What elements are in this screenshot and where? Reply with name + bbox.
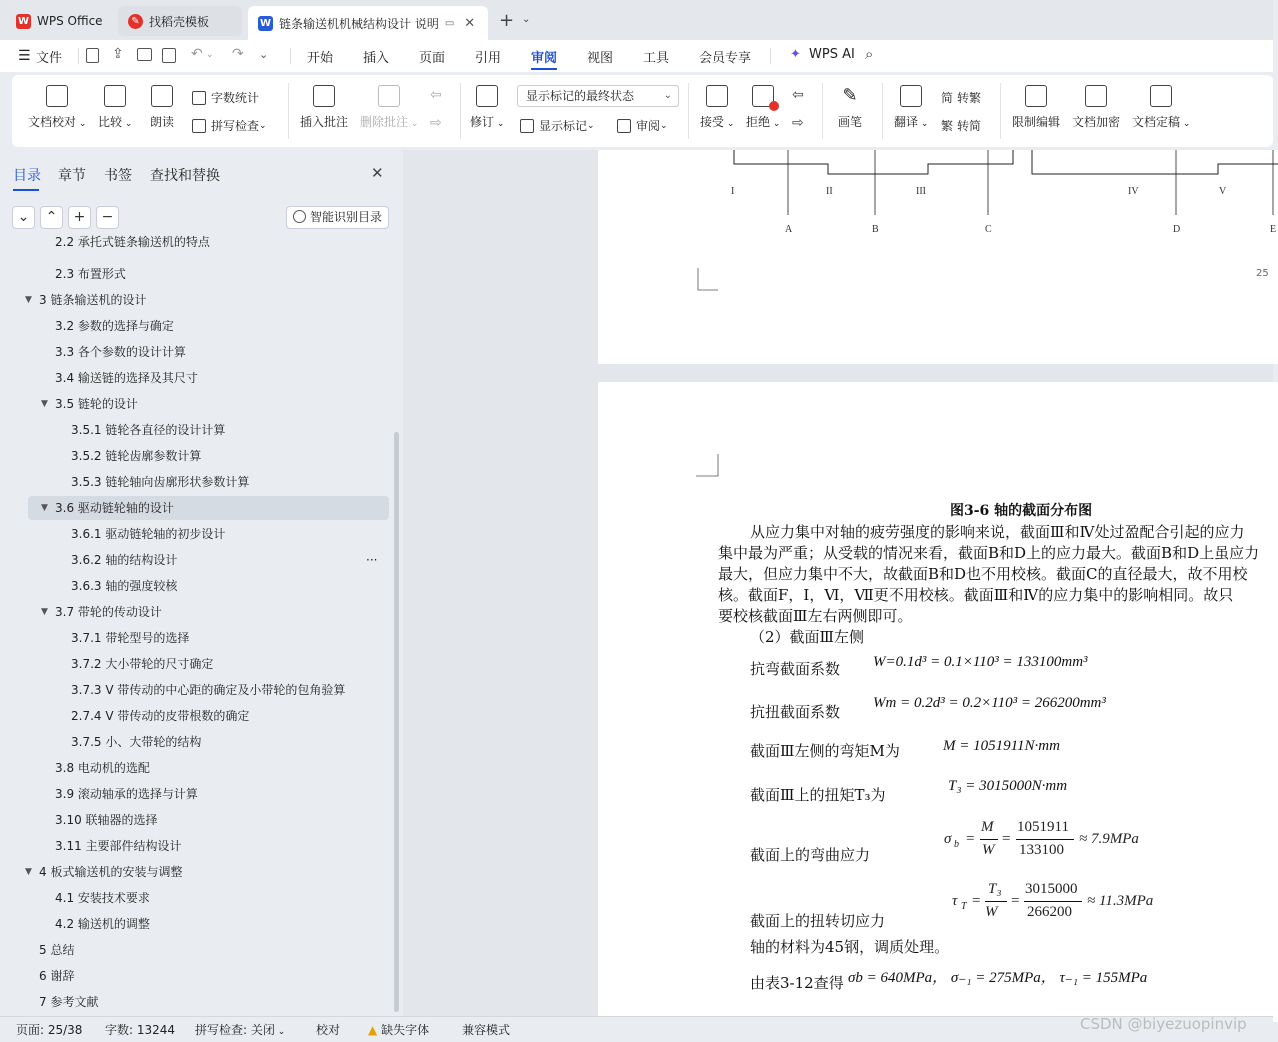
restrict-edit-button[interactable]: 限制编辑: [1012, 85, 1060, 130]
formula: M = 1051911N·mm: [943, 738, 1060, 754]
paragraph-line: 由表3-12查得: [750, 974, 844, 992]
revise-button[interactable]: 修订 ⌄: [470, 85, 504, 130]
add-heading-button[interactable]: [68, 206, 91, 229]
prev-comment-icon[interactable]: ⇦: [430, 87, 442, 103]
plus-icon: +: [73, 209, 86, 225]
to-traditional-button[interactable]: 简 转繁: [941, 91, 982, 105]
formula-label: 截面上的扭转切应力: [750, 912, 886, 930]
word-count-icon: [192, 91, 206, 105]
menu-tools[interactable]: 工具: [643, 51, 670, 66]
minus-icon: −: [101, 209, 114, 225]
writer-icon: W: [259, 17, 272, 29]
pen-button[interactable]: ✎ 画笔: [838, 85, 863, 129]
collapse-button[interactable]: [40, 206, 63, 229]
divider: [822, 83, 823, 139]
traditional-icon: 简: [941, 91, 954, 105]
tab-wps-office[interactable]: [6, 6, 103, 36]
more-options-icon[interactable]: ···: [366, 553, 378, 567]
doc-check-button[interactable]: 文档校对 ⌄: [28, 85, 86, 130]
page-corner-mark: [598, 382, 718, 502]
redo-icon[interactable]: ↷: [232, 46, 244, 62]
toc-item[interactable]: 3.4 输送链的选择及其尺寸: [55, 371, 198, 385]
figure-caption: 图3-6 轴的截面分布图: [950, 503, 1093, 519]
divider: [288, 83, 289, 139]
formula: σb = 640MPa， σ₋₁ = 275MPa， τ₋₁ = 155MPa: [848, 970, 1148, 986]
compare-icon: [104, 85, 126, 107]
document-page: [598, 382, 1278, 1022]
paragraph-line: 核。截面F，Ⅰ，Ⅵ，Ⅶ更不用校核。截面Ⅲ和Ⅳ的应力集中的影响相同。故只: [718, 586, 1234, 604]
collapse-arrow-icon[interactable]: ▼: [25, 867, 32, 877]
divider: [688, 83, 689, 139]
chevron-down-icon: ⌄: [17, 209, 30, 225]
toc-item[interactable]: ▼ 3.7 带轮的传动设计: [0, 600, 395, 624]
toc-item[interactable]: 5 总结: [39, 943, 75, 957]
toc-item[interactable]: 3.7.5 小、大带轮的结构: [71, 735, 202, 749]
toc-item[interactable]: 3.6.2 轴的结构设计 ···: [0, 548, 395, 572]
collapse-arrow-icon[interactable]: ▼: [41, 503, 48, 513]
toc-item[interactable]: 3.5.3 链轮轴向齿廓形状参数计算: [71, 475, 250, 489]
encrypt-button[interactable]: 文档加密: [1072, 85, 1120, 130]
encrypt-icon: [1085, 85, 1107, 107]
tab-bookmarks[interactable]: 书签: [104, 168, 132, 184]
menu-wps-ai[interactable]: WPS AI: [809, 47, 855, 62]
point-label: D: [1173, 224, 1181, 235]
show-markup-button[interactable]: 显示标记 ⌄: [520, 117, 595, 134]
spell-check-status[interactable]: 拼写检查: 关闭 ⌄: [195, 1023, 286, 1037]
toc-item[interactable]: ▼ 4 板式输送机的安装与调整: [0, 860, 395, 884]
search-icon[interactable]: ⌕: [865, 45, 874, 63]
toc-item[interactable]: 3.3 各个参数的设计计算: [55, 345, 186, 359]
shaft-section-diagram: [598, 150, 1278, 364]
menu-view[interactable]: 视图: [587, 51, 614, 66]
delete-comment-button[interactable]: 删除批注 ⌄: [360, 85, 418, 130]
monitor-icon[interactable]: ▭: [444, 17, 455, 29]
hamburger-icon[interactable]: ☰: [18, 48, 31, 64]
smart-icon: [293, 210, 306, 223]
toc-item[interactable]: 3.6.1 驱动链轮轴的初步设计: [71, 527, 226, 541]
read-aloud-button[interactable]: 朗读: [150, 85, 174, 130]
review-pane-button[interactable]: 审阅 ⌄: [617, 117, 668, 134]
subheading: （2）截面Ⅲ左侧: [750, 628, 865, 646]
smart-toc-button[interactable]: 智能识别目录: [286, 206, 389, 229]
divider: [882, 83, 883, 139]
prev-change-icon[interactable]: ⇦: [792, 87, 804, 103]
pen-icon: ✎: [842, 85, 858, 106]
paragraph-line: 集中最为严重；从受载的情况来看，截面B和D上的应力最大。截面B和D上虽应力: [718, 544, 1260, 562]
paragraph-line: 要校核截面Ⅲ左右两侧即可。: [718, 607, 913, 625]
formula-label: 抗扭截面系数: [750, 703, 841, 721]
menu-start[interactable]: 开始: [307, 51, 334, 66]
toc-item[interactable]: 2.3 布置形式: [55, 267, 126, 281]
accept-button[interactable]: 接受 ⌄: [700, 85, 734, 130]
docer-icon: ✎: [128, 14, 143, 29]
more-chevron-icon[interactable]: ⌄: [259, 48, 269, 61]
translate-icon: [900, 85, 922, 107]
toc-item[interactable]: 2.7.4 V 带传动的皮带根数的确定: [71, 709, 250, 723]
collapse-arrow-icon[interactable]: ▼: [41, 607, 48, 617]
document-page: [598, 150, 1278, 364]
insert-comment-icon: [313, 85, 335, 107]
toc-item[interactable]: 3.11 主要部件结构设计: [55, 839, 182, 853]
simplified-icon: 繁: [941, 119, 954, 133]
sidebar-scrollbar[interactable]: [394, 432, 399, 1012]
compare-button[interactable]: 比较 ⌄: [98, 85, 132, 130]
point-label: E: [1270, 224, 1277, 235]
divider: [78, 48, 79, 64]
tab-label: 找稻壳模板: [149, 14, 210, 29]
toc-item[interactable]: ▼ 3.5 链轮的设计: [0, 392, 395, 416]
finalize-button[interactable]: 文档定稿 ⌄: [1132, 85, 1190, 130]
reject-icon: [752, 85, 774, 107]
divider: [770, 48, 771, 64]
toc-item[interactable]: 3.7.2 大小带轮的尺寸确定: [71, 657, 214, 671]
compat-mode-status: 兼容模式: [462, 1023, 511, 1037]
section-label: V: [1219, 186, 1227, 197]
paragraph-line: 轴的材料为45钢，调质处理。: [750, 938, 950, 956]
next-change-icon[interactable]: ⇨: [792, 115, 804, 131]
document-area[interactable]: [403, 150, 1277, 1016]
revise-icon: [476, 85, 498, 107]
divider: [460, 83, 461, 139]
expand-all-button[interactable]: [12, 206, 35, 229]
toc-item[interactable]: 3.2 参数的选择与确定: [55, 319, 174, 333]
formula-label: 截面Ⅲ上的扭矩T₃为: [750, 786, 886, 804]
divider: [290, 48, 291, 64]
tab-toc[interactable]: 目录: [13, 165, 41, 185]
formula: Wт = 0.2d³ = 0.2×110³ = 266200mm³: [873, 695, 1106, 711]
close-pane-icon[interactable]: ✕: [371, 164, 384, 182]
word-count[interactable]: 字数: 13244: [105, 1023, 176, 1037]
point-label: A: [785, 224, 793, 235]
toc-item[interactable]: 3.7.1 带轮型号的选择: [71, 631, 190, 645]
new-tab-icon[interactable]: +: [499, 10, 515, 31]
toc-item[interactable]: 3.5.1 链轮各直径的设计计算: [71, 423, 226, 437]
toc-item-selected[interactable]: ▼ 3.6 驱动链轮轴的设计: [28, 496, 389, 520]
close-tab-icon[interactable]: ✕: [464, 15, 476, 31]
tab-chapters[interactable]: 章节: [58, 168, 86, 184]
page-indicator[interactable]: 页面: 25/38: [16, 1023, 83, 1037]
toc-item[interactable]: 4.1 安装技术要求: [55, 891, 150, 905]
read-aloud-icon: [151, 85, 173, 107]
accept-icon: [706, 85, 728, 107]
shear-stress-formula: τ T = T₃ W = 3015000 266200 ≈ 11.3MPa: [952, 881, 1154, 920]
formula: W=0.1d³ = 0.1×110³ = 133100mm³: [873, 654, 1088, 670]
toc-item[interactable]: 3.9 滚动轴承的选择与计算: [55, 787, 198, 801]
tab-list-chevron-icon[interactable]: ⌄: [522, 14, 531, 25]
toc-item[interactable]: 3.5.2 链轮齿廓参数计算: [71, 449, 202, 463]
insert-comment-button[interactable]: 插入批注: [300, 85, 348, 130]
toc-item[interactable]: 3.10 联轴器的选择: [55, 813, 158, 827]
tab-document[interactable]: [248, 6, 488, 40]
undo-chevron-icon[interactable]: ⌄: [206, 50, 214, 60]
tab-find-replace[interactable]: 查找和替换: [150, 168, 220, 184]
to-simplified-button[interactable]: 繁 转简: [941, 119, 982, 133]
undo-icon[interactable]: ↶: [191, 46, 203, 62]
reject-button[interactable]: 拒绝 ⌄: [746, 85, 780, 130]
section-label: III: [916, 186, 926, 197]
chevron-up-icon: ⌃: [45, 209, 58, 225]
tab-label: WPS Office: [37, 14, 103, 28]
watermark-text: CSDN @biyezuopinvip: [1080, 1015, 1247, 1033]
doc-check-icon: [46, 85, 68, 107]
export-icon[interactable]: ⇪: [112, 46, 124, 62]
toc-item[interactable]: 3.8 电动机的选配: [55, 761, 150, 775]
paragraph-line: 从应力集中对轴的疲劳强度的影响来说，截面Ⅲ和Ⅳ处过盈配合引起的应力: [750, 523, 1245, 541]
remove-heading-button[interactable]: [96, 206, 119, 229]
markup-state-select[interactable]: 显示标记的最终状态 ⌄: [517, 85, 679, 107]
menu-reference[interactable]: 引用: [475, 51, 502, 66]
finalize-icon: [1150, 85, 1172, 107]
menu-review[interactable]: 审阅: [531, 47, 557, 66]
section-label: II: [826, 186, 833, 197]
toc-item[interactable]: 7 参考文献: [39, 995, 99, 1009]
toc-item[interactable]: 2.2 承托式链条输送机的特点: [55, 235, 210, 249]
proofread-status[interactable]: 校对: [316, 1023, 341, 1037]
toc-item[interactable]: 3.7.3 V 带传动的中心距的确定及小带轮的包角验算: [71, 683, 346, 697]
save-icon[interactable]: [86, 48, 99, 63]
menu-file[interactable]: 文件: [36, 51, 63, 66]
spell-check-button[interactable]: 拼写检查 ⌄: [192, 117, 267, 134]
translate-button[interactable]: 翻译 ⌄: [894, 85, 928, 130]
formula-label: 截面Ⅲ左侧的弯矩M为: [750, 742, 900, 760]
delete-comment-icon: [378, 85, 400, 107]
collapse-arrow-icon[interactable]: ▼: [25, 295, 32, 305]
menu-bar: [0, 40, 1273, 72]
chevron-down-icon: ⌄: [663, 90, 672, 101]
wps-ai-icon[interactable]: ✦: [790, 47, 801, 62]
section-label: I: [731, 186, 735, 197]
status-bar: [0, 1016, 1273, 1042]
review-pane-icon: [617, 119, 631, 133]
show-markup-icon: [520, 119, 534, 133]
toc-item[interactable]: 4.2 输送机的调整: [55, 917, 150, 931]
formula-label: 抗弯截面系数: [750, 660, 841, 678]
point-label: B: [872, 224, 879, 235]
warning-icon: ▲: [368, 1023, 378, 1037]
tab-label: 链条输送机机械结构设计 说明: [279, 16, 439, 31]
spell-check-icon: [192, 119, 206, 133]
toc-item[interactable]: ▼ 3 链条输送机的设计: [0, 288, 395, 312]
menu-member[interactable]: 会员专享: [699, 51, 752, 66]
restrict-edit-icon: [1025, 85, 1047, 107]
bending-stress-formula: σ b = M W = 1051911 133100 ≈ 7.9MPa: [944, 819, 1139, 858]
tab-template[interactable]: [118, 6, 242, 36]
missing-font-status[interactable]: ▲ 缺失字体: [368, 1023, 430, 1037]
point-label: C: [985, 224, 992, 235]
tab-bar: [0, 0, 1273, 40]
section-label: IV: [1128, 186, 1139, 197]
toc-item[interactable]: 3.6.3 轴的强度较核: [71, 579, 178, 593]
review-ribbon: [12, 75, 1273, 147]
menu-page[interactable]: 页面: [419, 51, 446, 66]
divider: [1000, 83, 1001, 139]
menu-insert[interactable]: 插入: [363, 51, 390, 66]
word-count-button[interactable]: 字数统计: [192, 89, 259, 106]
page-number: 25: [1256, 268, 1269, 279]
wps-logo-icon: W: [17, 15, 30, 27]
paragraph-line: 最大，但应力集中不大，故截面B和D也不用校核。截面C的直径最大，故不用校: [718, 565, 1248, 583]
formula-label: 截面上的弯曲应力: [750, 846, 871, 864]
navigation-pane: [0, 150, 403, 1016]
print-icon[interactable]: [137, 48, 152, 61]
print-preview-icon[interactable]: [162, 48, 176, 63]
toc-item[interactable]: 6 谢辞: [39, 969, 75, 983]
formula: T₃ = 3015000N·mm: [948, 778, 1068, 794]
collapse-arrow-icon[interactable]: ▼: [41, 399, 48, 409]
next-comment-icon[interactable]: ⇨: [430, 115, 442, 131]
